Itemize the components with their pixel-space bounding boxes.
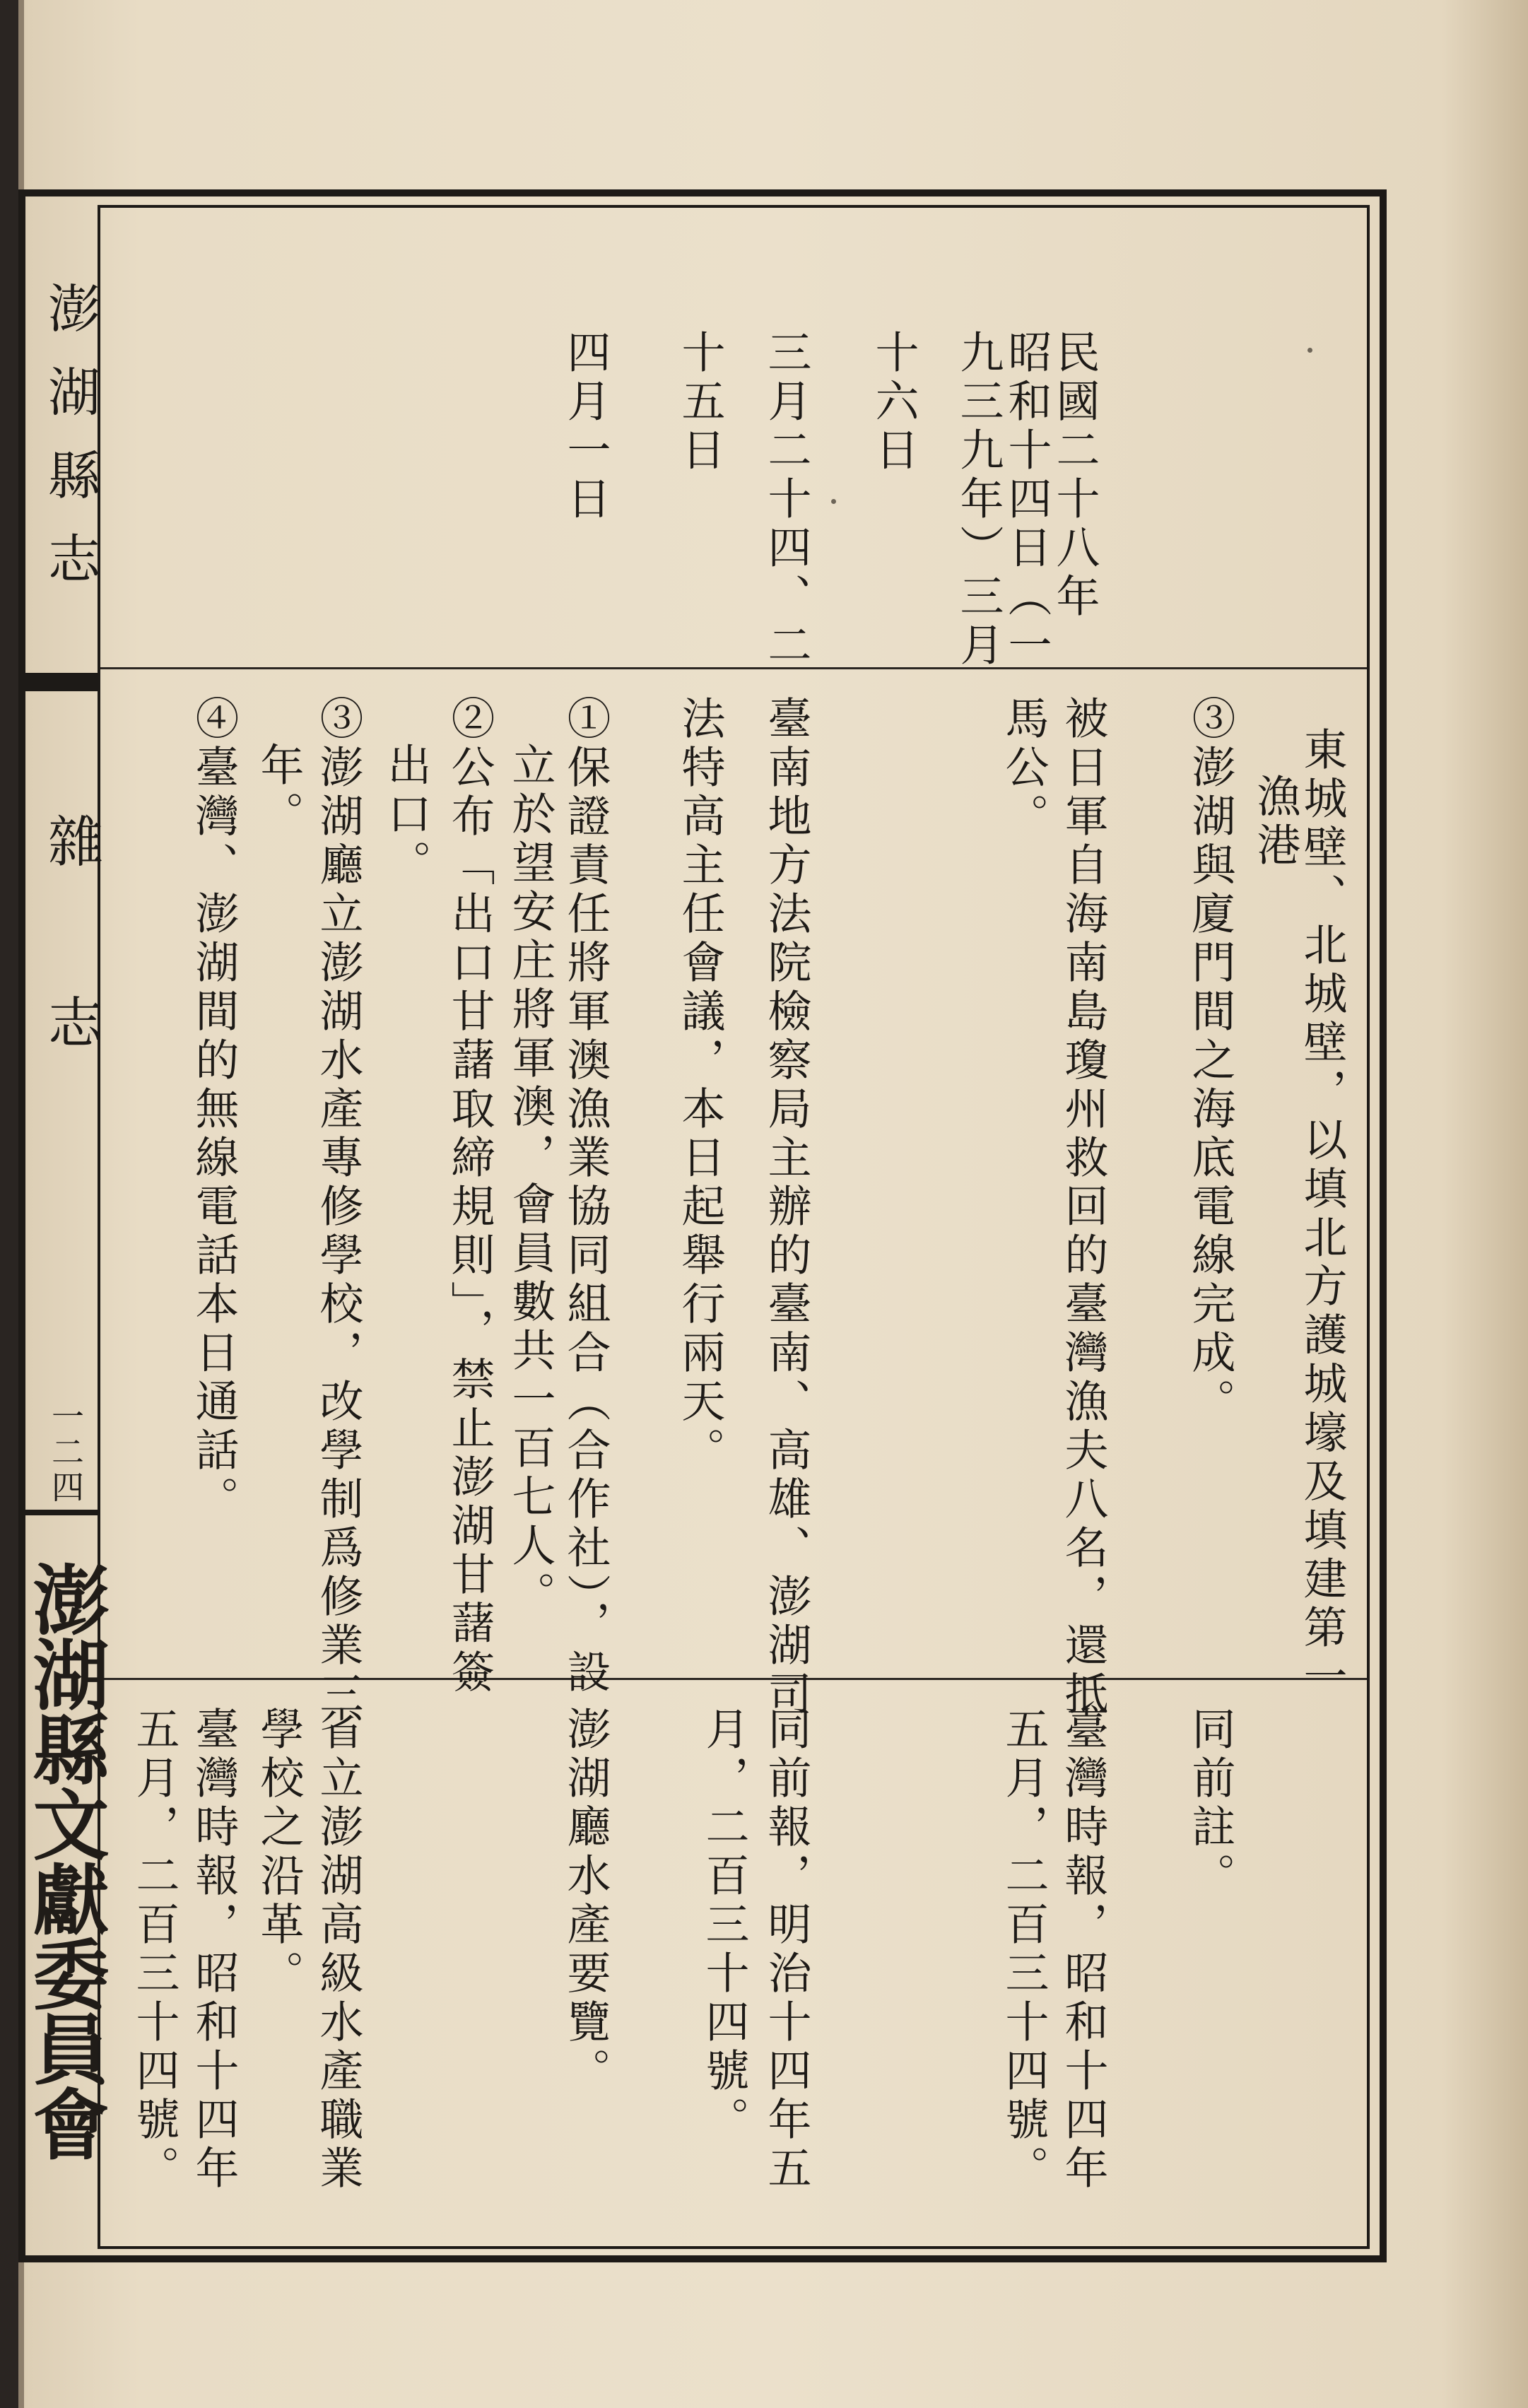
date-entry-line: 四月一日 [560, 329, 611, 524]
event-text-line: 出口。 [380, 742, 432, 888]
date-entry-line: 民國二十八年 [1049, 329, 1100, 622]
page-number: 一二四 [47, 1399, 85, 1505]
date-entry-line: 昭和十四日（一 [1001, 329, 1052, 671]
section-label-b: 志 [39, 994, 102, 1055]
date-entry-line: 十五日 [674, 329, 726, 476]
event-text-line: 東城壁、北城壁，以填北方護城壕及填建第一 [1296, 727, 1348, 1702]
paper-speck [1307, 348, 1312, 353]
source-text-line: 臺灣時報，昭和十四年 [1057, 1706, 1109, 2194]
event-text-line: 臺南地方法院檢察局主辦的臺南、高雄、澎湖司 [760, 695, 812, 1720]
paper-speck [831, 499, 836, 504]
margin-divider-thick [18, 673, 100, 691]
event-text-line: 法特高主任會議，本日起舉行兩天。 [674, 695, 726, 1476]
event-text-line: ④臺灣、澎湖間的無線電話本日通話。 [188, 695, 240, 1525]
source-text-line: 省立澎湖高級水產職業 [312, 1706, 364, 2194]
event-text-line: 年。 [253, 742, 305, 840]
event-text-line: ①保證責任將軍澳漁業協同組合（合作社），設 [560, 695, 611, 1698]
source-text-line: 臺灣時報，昭和十四年 [188, 1706, 240, 2194]
band-divider-lower [100, 1678, 1367, 1680]
publisher-imprint: 澎湖縣文獻委員會 [20, 1561, 109, 2160]
event-text-line: ③澎湖廳立澎湖水產專修學校，改學制爲修業三 [312, 695, 364, 1720]
date-entry-line: 十六日 [868, 329, 919, 476]
date-entry-line: 三月二十四、二 [760, 329, 812, 671]
source-text-line: 學校之沿革。 [253, 1706, 305, 1999]
source-text-line: 澎湖廳水產要覽。 [560, 1706, 611, 2096]
book-title: 澎湖縣志 [40, 281, 100, 615]
source-text-line: 同前註。 [1185, 1706, 1236, 1901]
event-text-line: 馬公。 [998, 695, 1050, 842]
date-entry-line: 九三九年）三月 [953, 329, 1004, 671]
event-text-line: 被日軍自海南島瓊州救回的臺灣漁夫八名，還抵 [1057, 695, 1109, 1720]
event-text-line: 立於望安庄將軍澳，會員數共一百七人。 [505, 742, 556, 1620]
band-divider-upper [100, 667, 1367, 669]
event-text-line: 漁港 [1250, 773, 1301, 871]
event-text-line: ②公布「出口甘藷取締規則」，禁止澎湖甘藷簽 [444, 695, 495, 1698]
source-text-line: 月，二百三十四號。 [698, 1706, 750, 2145]
source-text-line: 五月，二百三十四號。 [998, 1706, 1050, 2194]
section-label-a: 雜 [39, 813, 102, 874]
event-text-line: ③澎湖與廈門間之海底電線完成。 [1185, 695, 1236, 1427]
margin-divider-thin [18, 1510, 100, 1515]
source-text-line: 同前報，明治十四年五 [760, 1706, 812, 2194]
source-text-line: 五月，二百三十四號。 [129, 1706, 180, 2194]
